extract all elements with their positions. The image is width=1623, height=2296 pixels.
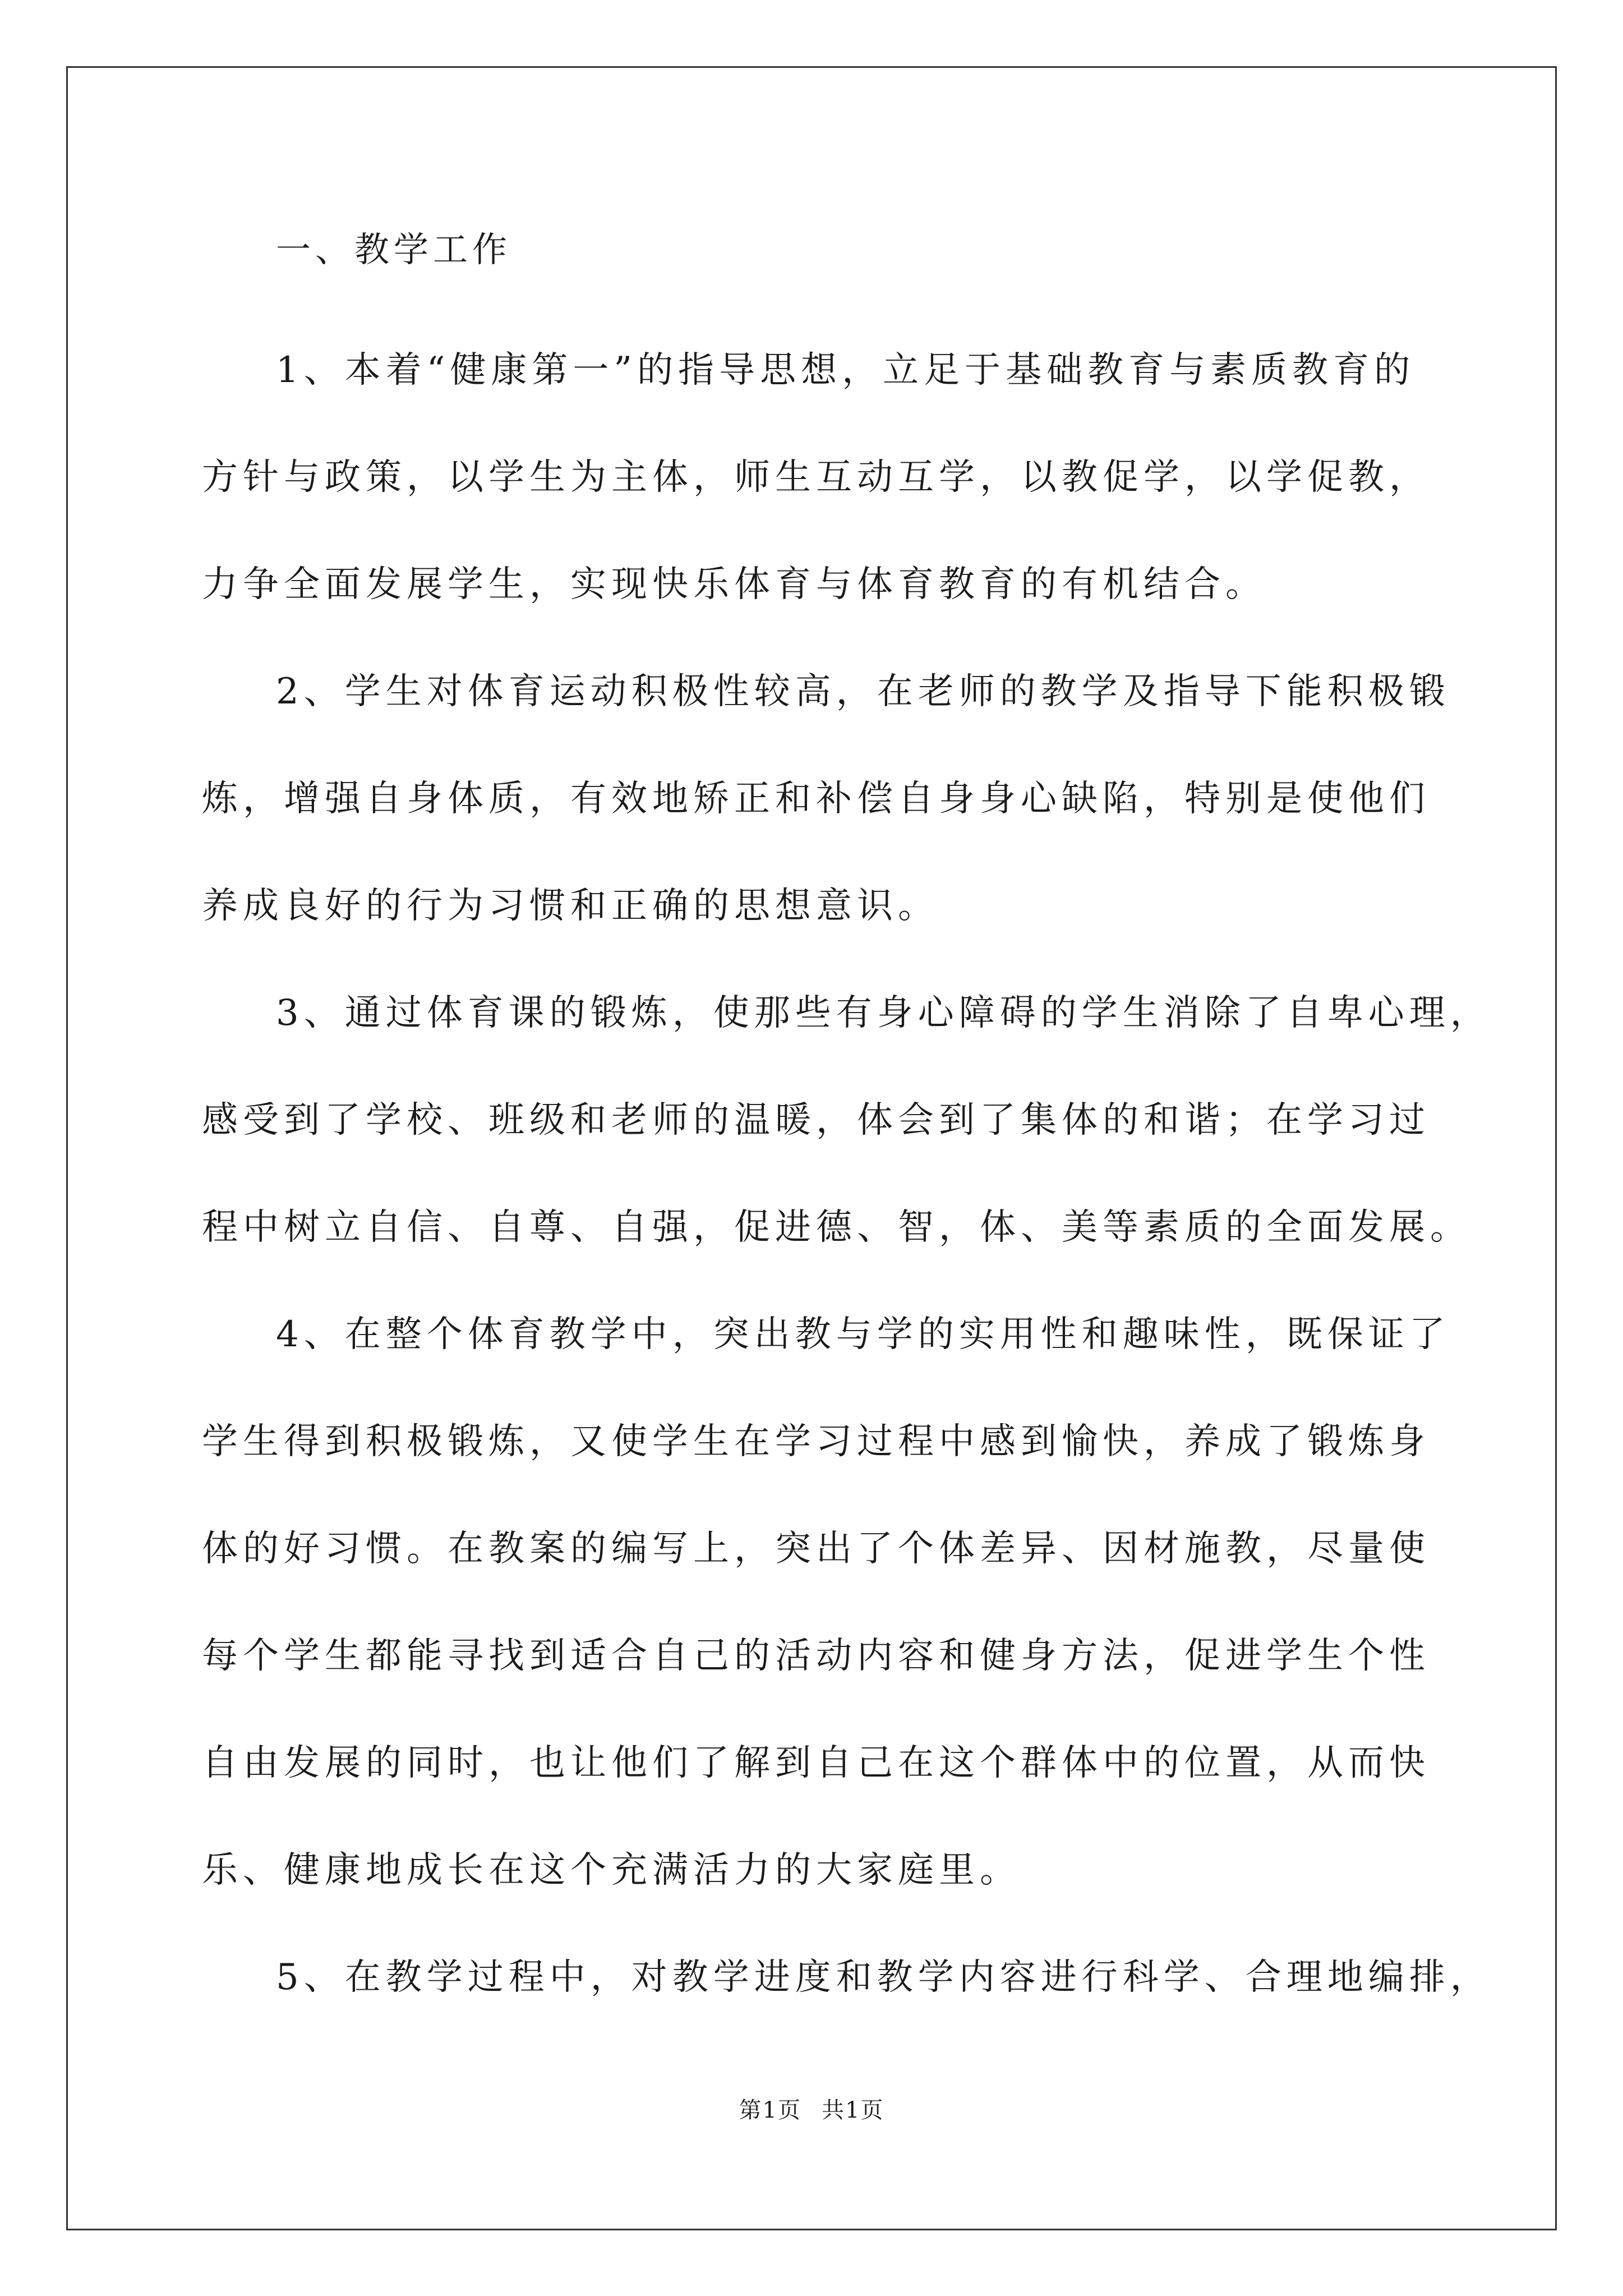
paragraph-line: 养成良好的行为习惯和正确的思想意识。 [202, 885, 939, 927]
paragraph-line: 每个学生都能寻找到适合自己的活动内容和健身方法，促进学生个性 [202, 1635, 1430, 1677]
page-total: 共1页 [822, 2097, 884, 2123]
page-number: 第1页 [739, 2097, 801, 2123]
paragraph-line: 自由发展的同时，也让他们了解到自己在这个群体中的位置，从而快 [202, 1742, 1430, 1784]
paragraph-line: 力争全面发展学生，实现快乐体育与体育教育的有机结合。 [202, 564, 1266, 605]
paragraph-line: 4、在整个体育教学中，突出教与学的实用性和趣味性，既保证了 [276, 1314, 1450, 1355]
paragraph-line: 乐、健康地成长在这个充满活力的大家庭里。 [202, 1849, 1021, 1891]
paragraph-line: 学生得到积极锻炼，又使学生在学习过程中感到愉快，养成了锻炼身 [202, 1421, 1430, 1462]
paragraph-line: 1、本着“健康第一”的指导思想，立足于基础教育与素质教育的 [276, 349, 1415, 391]
paragraph-line: 体的好习惯。在教案的编写上，突出了个体差异、因材施教，尽量使 [202, 1528, 1430, 1570]
paragraph-2 [202, 638, 1450, 960]
paragraph-line: 程中树立自信、自尊、自强，促进德、智，体、美等素质的全面发展。 [202, 1207, 1471, 1248]
section-heading: 一、教学工作 [276, 229, 512, 270]
paragraph-line: 方针与政策，以学生为主体，师生互动互学，以教促学，以学促教， [202, 457, 1430, 498]
paragraph-1 [202, 317, 1430, 638]
section-heading-wrap [202, 213, 1430, 286]
paragraph-line: 5、在教学过程中，对教学进度和教学内容进行科学、合理地编排， [276, 1957, 1491, 1998]
paragraph-line: 感受到了学校、班级和老师的温暖，体会到了集体的和谐；在学习过 [202, 1099, 1430, 1141]
paragraph-line: 2、学生对体育运动积极性较高，在老师的教学及指导下能积极锻 [276, 671, 1450, 712]
paragraph-line: 3、通过体育课的锻炼，使那些有身心障碍的学生消除了自卑心理， [276, 992, 1491, 1034]
document-body [202, 213, 1491, 2031]
paragraph-4 [202, 1281, 1450, 1924]
paragraph-3 [202, 960, 1491, 1281]
paragraph-line: 炼，增强自身体质，有效地矫正和补偿自身身心缺陷，特别是使他们 [202, 778, 1430, 820]
page-footer [0, 2092, 1623, 2124]
paragraph-5 [202, 1924, 1491, 2031]
